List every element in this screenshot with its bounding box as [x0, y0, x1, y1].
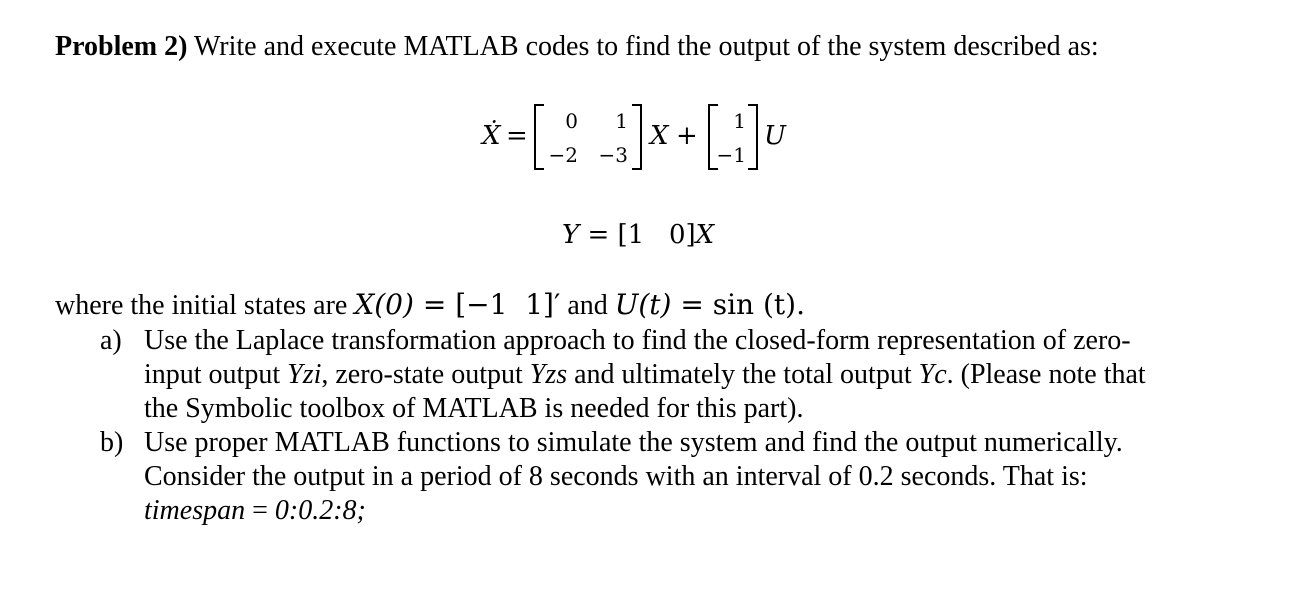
state-equals: = [506, 121, 528, 151]
matrix-a-cell: −3 [598, 143, 628, 167]
ic-x0-value: [−1 1]′ [455, 288, 561, 321]
xdot-symbol: Ẋ [482, 121, 501, 151]
matrix-a-cell: 0 [565, 109, 578, 133]
item-a-line1: Use the Laplace transformation approach to find the closed-form representation of zero- [144, 325, 1131, 356]
problem-heading [55, 30, 1099, 64]
timespan-var: timespan [144, 495, 246, 526]
item-a-line3: the Symbolic toolbox of MATLAB is needed for this part). [144, 393, 804, 424]
problem-statement: Write and execute MATLAB codes to find the output of the system described as: [193, 31, 1099, 62]
timespan-value: 0:0.2:8; [274, 495, 366, 526]
item-b-line1: Use proper MATLAB functions to simulate the system and find the output numerically. [144, 427, 1123, 458]
ic-eq2: = [671, 288, 713, 321]
ic-x0: X(0) [354, 288, 414, 321]
ic-ut: U(t) [614, 288, 672, 321]
item-b-label: b) [100, 427, 124, 458]
output-equation [562, 218, 714, 252]
matrix-b-right-bracket [746, 103, 760, 171]
ic-and: and [560, 290, 615, 321]
output-x: X [695, 220, 715, 250]
item-a-label: a) [100, 325, 122, 356]
yzs-term: Yzs [529, 359, 568, 390]
state-x-term: X [650, 121, 669, 151]
output-equals: = [587, 220, 610, 250]
matrix-a-cell: −2 [548, 143, 578, 167]
item-a-line2: input output Yzi, zero-state output Yzs and ultimately the total output Yc. (Please note that [144, 359, 1146, 390]
ic-eq1: = [413, 288, 456, 321]
matrix-b-cell: 1 [733, 109, 746, 133]
item-b-line3: timespan = 0:0.2:8; [144, 495, 366, 526]
output-c-matrix: [1 0] [617, 220, 696, 250]
matrix-a-cell: 1 [615, 109, 628, 133]
state-u-term: U [764, 121, 786, 151]
problem-label: Problem 2) [55, 31, 188, 62]
output-y: Y [562, 220, 580, 250]
state-plus: + [676, 121, 698, 151]
matrix-b-cell: −1 [716, 143, 746, 167]
item-b-line2: Consider the output in a period of 8 seconds with an interval of 0.2 seconds. That is: [144, 461, 1088, 492]
yzi-term: Yzi [287, 359, 322, 390]
ic-prefix: where the initial states are [55, 290, 355, 321]
initial-conditions-line [55, 288, 805, 323]
ic-ut-value: sin (t). [712, 288, 805, 321]
matrix-a-right-bracket [630, 103, 644, 171]
yc-term: Yc [918, 359, 947, 390]
